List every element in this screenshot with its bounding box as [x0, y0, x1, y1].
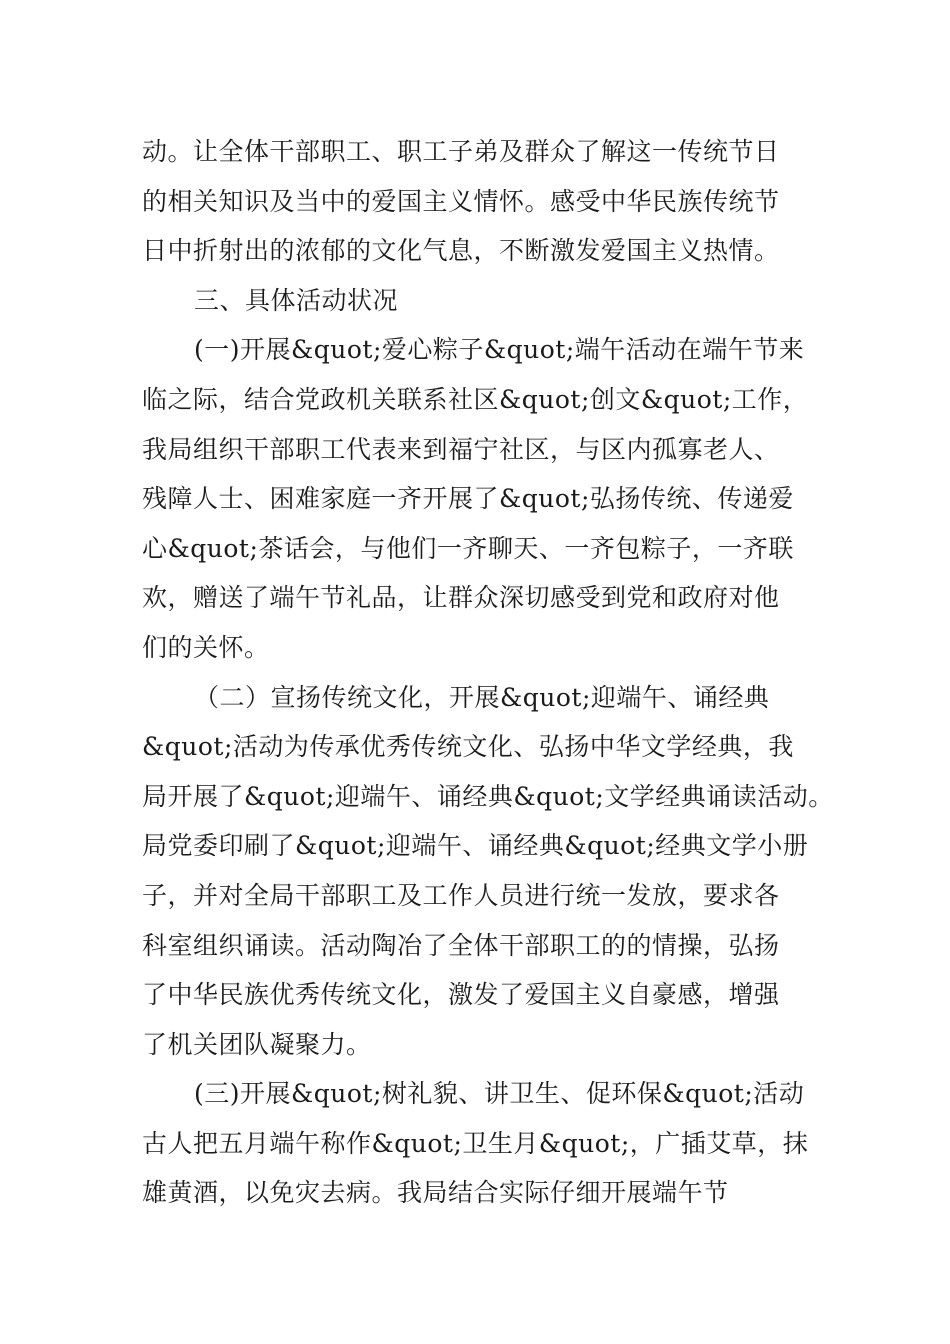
text-line: 临之际，结合党政机关联系社区&quot;创文&quot;工作，: [142, 384, 809, 414]
text-line: 我局组织干部职工代表来到福宁社区，与区内孤寡老人、: [142, 434, 780, 464]
text-line: 雄黄酒，以免灾去病。我局结合实际仔细开展端午节: [142, 1178, 729, 1208]
section-heading: 三、具体活动状况: [194, 285, 399, 315]
text-line: 了机关团队凝聚力。: [142, 1029, 372, 1059]
text-line: (一)开展&quot;爱心粽子&quot;端午活动在端午节来: [194, 335, 805, 365]
text-line: 子，并对全局干部职工及工作人员进行统一发放，要求各: [142, 880, 780, 910]
text-line: 科室组织诵读。活动陶冶了全体干部职工的的情操，弘扬: [142, 930, 780, 960]
text-line: 们的关怀。: [142, 632, 270, 662]
text-line: 局党委印刷了&quot;迎端午、诵经典&quot;经典文学小册: [142, 831, 809, 861]
text-line: 局开展了&quot;迎端午、诵经典&quot;文学经典诵读活动。: [142, 781, 834, 811]
text-line: 动。让全体干部职工、职工子弟及群众了解这一传统节日: [142, 137, 780, 166]
text-line: 心&quot;茶话会，与他们一齐聊天、一齐包粽子，一齐联: [142, 533, 794, 563]
text-line: 残障人士、困难家庭一齐开展了&quot;弘扬传统、传递爱: [142, 484, 794, 514]
text-line: 了中华民族优秀传统文化，激发了爱国主义自豪感，增强: [142, 980, 780, 1010]
text-line: &quot;活动为传承优秀传统文化、弘扬中华文学经典，我: [142, 732, 794, 762]
text-line: (三)开展&quot;树礼貌、讲卫生、促环保&quot;活动: [194, 1079, 805, 1109]
text-line: 欢，赠送了端午节礼品，让群众深切感受到党和政府对他: [142, 583, 780, 613]
text-line: 古人把五月端午称作&quot;卫生月&quot;，广插艾草，抹: [142, 1128, 809, 1158]
text-line: 的相关知识及当中的爱国主义情怀。感受中华民族传统节: [142, 186, 780, 216]
text-line: （二）宣扬传统文化，开展&quot;迎端午、诵经典: [194, 682, 770, 712]
document-body: [142, 127, 834, 1218]
text-line: 日中折射出的浓郁的文化气息，不断激发爱国主义热情。: [142, 236, 780, 266]
